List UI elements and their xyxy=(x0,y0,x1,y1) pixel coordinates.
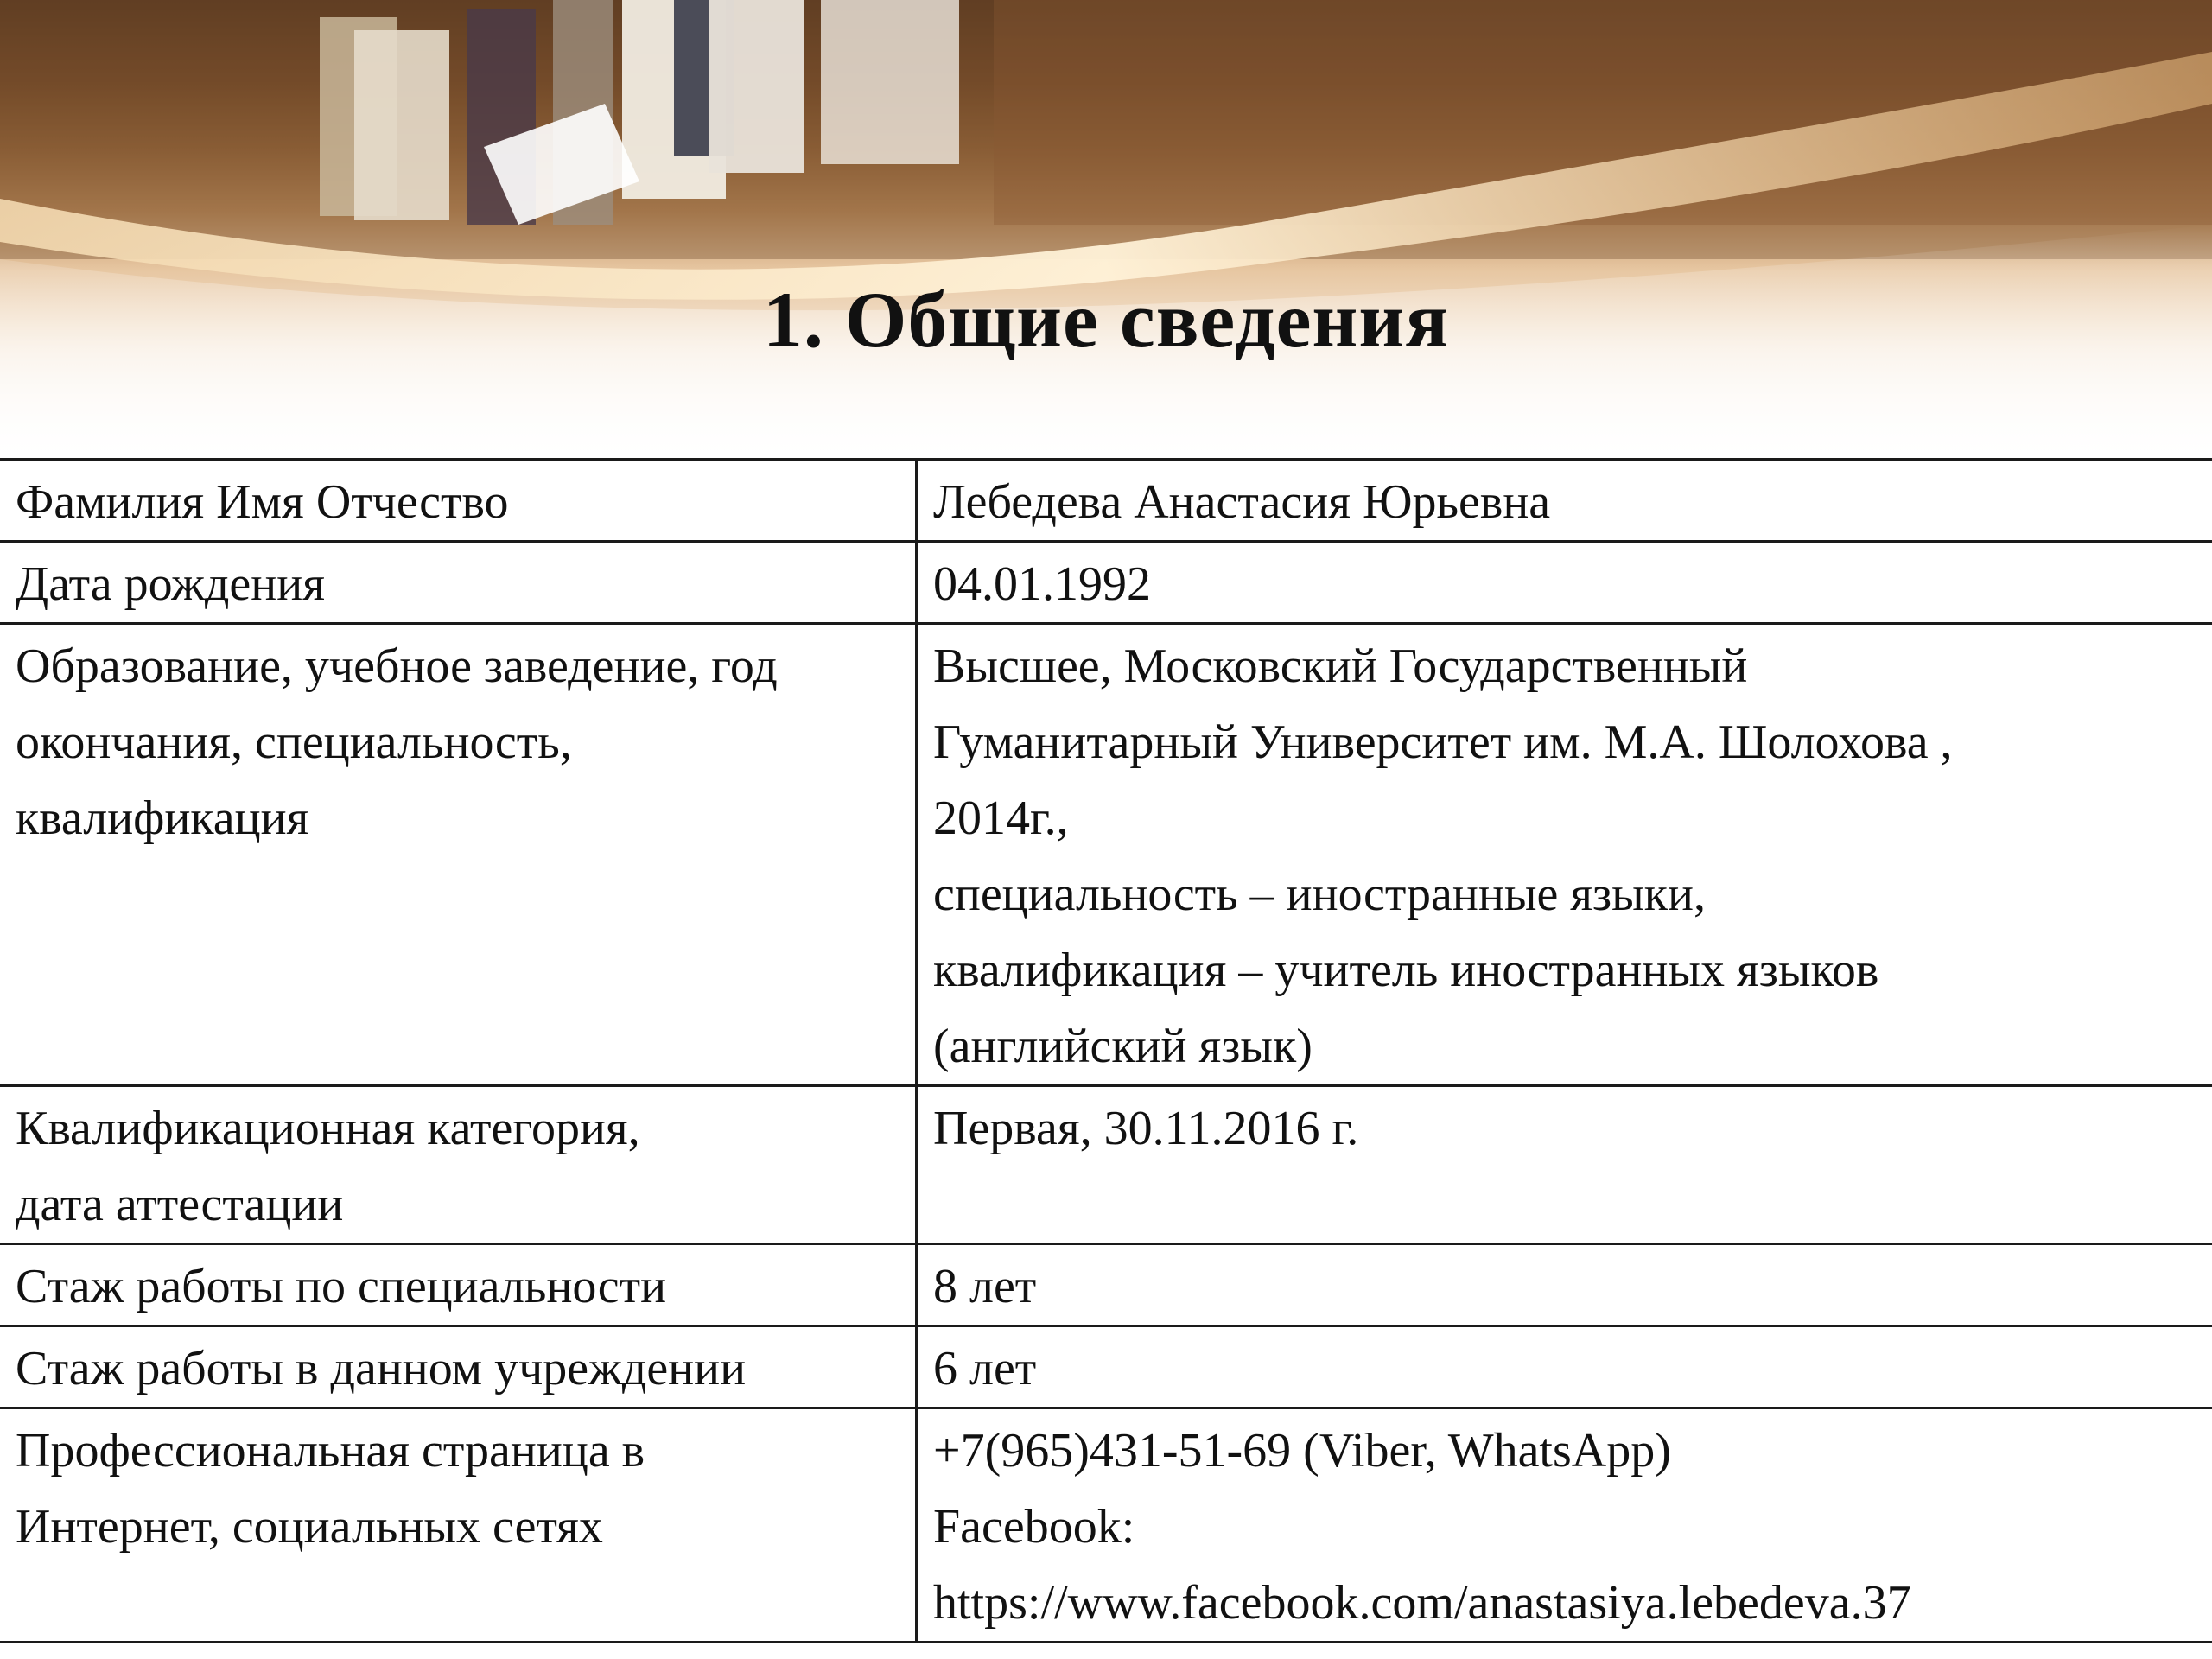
row-value-cell xyxy=(917,1244,2212,1326)
row-label-line: Квалификационная категория, xyxy=(16,1102,640,1155)
table-row xyxy=(0,1086,2212,1244)
row-value-line: (английский язык) xyxy=(933,1020,1313,1073)
row-label-cell xyxy=(0,1326,917,1408)
table-row xyxy=(0,1408,2212,1643)
row-value-line: Первая, 30.11.2016 г. xyxy=(933,1102,1359,1155)
row-label-cell xyxy=(0,1408,917,1643)
row-value-line: специальность – иностранные языки, xyxy=(933,868,1706,921)
row-label-cell xyxy=(0,542,917,624)
bookshelf-illustration xyxy=(0,0,2212,467)
row-label-cell xyxy=(0,1086,917,1244)
row-value-line: Высшее, Московский Государственный xyxy=(933,639,1748,693)
table-row xyxy=(0,460,2212,542)
row-value-cell xyxy=(917,1408,2212,1643)
general-info-table xyxy=(0,458,2212,1643)
row-label-line: Профессиональная страница в xyxy=(16,1424,645,1478)
row-label-line: Фамилия Имя Отчество xyxy=(16,475,509,529)
row-label-line: Стаж работы в данном учреждении xyxy=(16,1342,747,1395)
row-label-line: Интернет, социальных сетях xyxy=(16,1500,603,1554)
table-row xyxy=(0,1326,2212,1408)
row-label-line: Образование, учебное заведение, год xyxy=(16,639,778,693)
row-value-cell xyxy=(917,460,2212,542)
row-label-line: дата аттестации xyxy=(16,1178,344,1231)
row-label-line: квалификация xyxy=(16,791,309,845)
table-row xyxy=(0,624,2212,1086)
table-row xyxy=(0,542,2212,624)
row-value-line: Лебедева Анастасия Юрьевна xyxy=(933,475,1551,529)
table-body xyxy=(0,460,2212,1643)
row-label-line: Дата рождения xyxy=(16,557,325,611)
row-label-cell xyxy=(0,624,917,1086)
row-value-line: Facebook: xyxy=(933,1500,1135,1554)
row-value-cell xyxy=(917,1086,2212,1244)
table-row xyxy=(0,1244,2212,1326)
row-value-line: 6 лет xyxy=(933,1342,1037,1395)
row-value-line: 2014г., xyxy=(933,791,1069,845)
row-label-line: Стаж работы по специальности xyxy=(16,1260,667,1313)
row-value-line: квалификация – учитель иностранных языков xyxy=(933,944,1879,997)
row-value-line: https://www.facebook.com/anastasiya.lebedeva.37 xyxy=(933,1576,1911,1630)
header-banner xyxy=(0,0,2212,467)
page-title: 1. Общие сведения xyxy=(762,276,1450,364)
row-label-cell xyxy=(0,460,917,542)
row-label-cell xyxy=(0,1244,917,1326)
row-value-cell xyxy=(917,1326,2212,1408)
row-label-line: окончания, специальность, xyxy=(16,715,572,769)
row-value-line: Гуманитарный Университет им. М.А. Шолохова , xyxy=(933,715,1953,769)
row-value-line: 04.01.1992 xyxy=(933,557,1151,611)
row-value-cell xyxy=(917,624,2212,1086)
row-value-line: 8 лет xyxy=(933,1260,1037,1313)
row-value-cell xyxy=(917,542,2212,624)
row-value-line: +7(965)431-51-69 (Viber, WhatsApp) xyxy=(933,1424,1671,1478)
